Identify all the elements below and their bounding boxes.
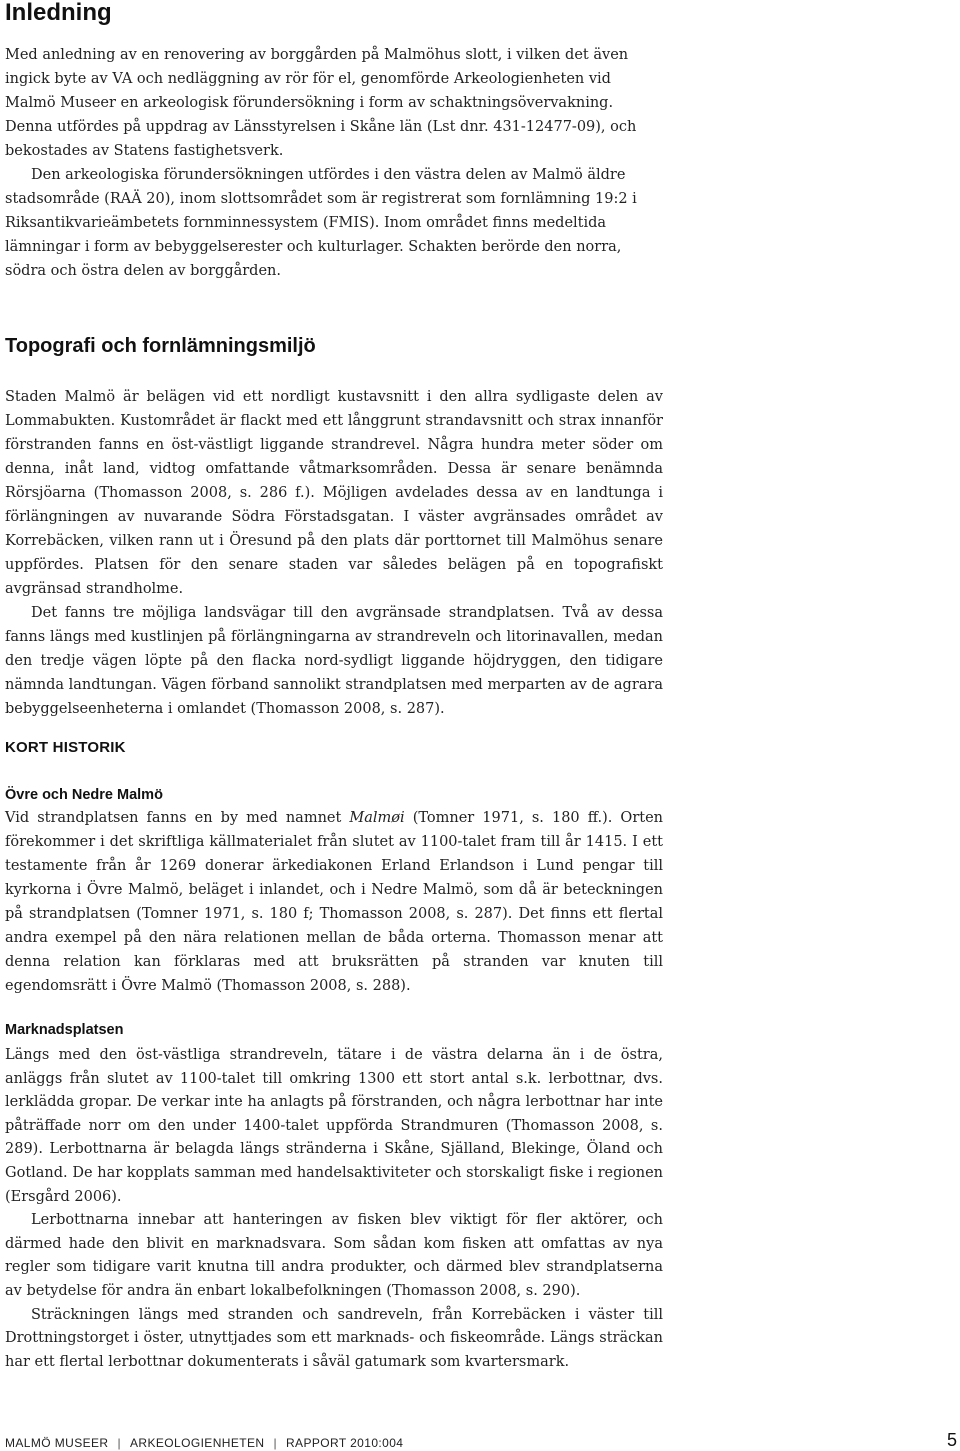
ovre-nedre-text-b: (Tomner 1971, s. 180 ff.). Orten förekommer i det skriftliga källmaterialet från slutet av 1100-talet fram till år 1415. I ett testamente från år 1269 donerar ärkediakonen Erland Erlandson i Lund pengar till kyrkorna i Övre Malmö, beläget i inlandet, och i Nedre Malmö, som då är beteckningen på strandplatsen (Tomner 1971, s. 180 f; Thomasson 2008, s. 287). Det finns ett flertal andra exempel på den nära relationen mellan de båda orterna. Thomasson menar att denna relation kan förklaras med att bruksrätten på stranden var knuten till egendomsrätt i Övre Malmö (Thomasson 2008, s. 288).	[5, 810, 663, 994]
marknadsplatsen-section	[5, 1044, 663, 1374]
footer-report: RAPPORT 2010:004	[285, 1436, 404, 1450]
section-heading-topografi: Topografi och fornlämningsmiljö	[5, 335, 316, 357]
intro-section	[5, 43, 663, 283]
ovre-nedre-paragraph-1	[5, 806, 663, 998]
topografi-paragraph-1: Staden Malmö är belägen vid ett nordligt kustavsnitt i den allra sydligaste delen av Lommabukten. Kustområdet är flackt med ett långgrunt strandavsnitt och strax innanför förstranden fanns en öst-västligt liggande strandrevel. Några hundra meter söder om denna, inåt land, vidtog omfattande våtmarksområden. Dessa är senare benämnda Rörsjöarna (Thomasson 2008, s. 286 f.). Möjligen avdelades dessa av en landtunga i förlängningen av nuvarande Södra Förstadsgatan. I väster avgränsades området av Korrebäcken, vilken rann ut i Öresund på den plats där porttornet till Malmöhus senare uppfördes. Platsen för den senare staden var således belägen på en topografiskt avgränsad strandholme.	[5, 389, 663, 597]
topografi-section	[5, 385, 663, 721]
page-title: Inledning	[5, 0, 112, 26]
footer-separator: |	[117, 1436, 122, 1450]
place-name-italic: Malmøi	[349, 810, 405, 826]
intro-paragraph-1: Med anledning av en renovering av borggården på Malmöhus slott, i vilken det även ingick byte av VA och nedläggning av rör för el, genomförde Arkeologienheten vid Malmö Museer en arkeologisk förundersökning i form av schaktningsövervakning. Denna utfördes på uppdrag av Länsstyrelsen i Skåne län (Lst dnr. 431-12477-09), och bekostades av Statens fastighetsverk.	[5, 47, 637, 159]
marknadsplatsen-paragraph-1: Längs med den öst-västliga strandreveln, tätare i de västra delarna än i de östra, anläggs från slutet av 1100-talet till omkring 1300 ett stort antal s.k. lerbottnar, dvs. lerklädda gropar. De verkar inte ha anlagts på förstranden, och några lerbottnar har inte påträffade norr om den under 1400-talet uppförda Strandmuren (Thomasson 2008, s. 289). Lerbottnarna är belagda längs stränderna i Skåne, Själland, Blekinge, Öland och Gotland. De har kopplats samman med handelsaktiviteter och storskaligt fiske i regionen (Ersgård 2006).	[5, 1047, 663, 1205]
footer-dept: ARKEOLOGIENHETEN	[130, 1436, 265, 1450]
ovre-nedre-text-a: Vid strandplatsen fanns en by med namnet	[5, 810, 350, 826]
marknadsplatsen-paragraph-3: Sträckningen längs med stranden och sandreveln, från Korrebäcken i väster till Drottningstorget i öster, utnyttjades som ett marknads- och fiskeområde. Längs sträckan har ett flertal lerbottnar dokumenterats i såväl gatumark som kvartersmark.	[5, 1306, 663, 1370]
intro-paragraph-2: Den arkeologiska förundersökningen utfördes i den västra delen av Malmö äldre stadsområde (RAÄ 20), inom slottsområdet som är registrerat som fornlämning 19:2 i Riksantikvarieämbetets fornminnessystem (FMIS). Inom området finns medeltida lämningar i form av bebyggelserester och kulturlager. Schakten berörde den norra, södra och östra delen av borggården.	[5, 167, 637, 279]
ovre-nedre-section	[5, 806, 663, 998]
footer-separator: |	[273, 1436, 277, 1450]
topografi-paragraph-2: Det fanns tre möjliga landsvägar till den avgränsade strandplatsen. Två av dessa fanns längs med kustlinjen på förlängningarna av strandreveln och litorinavallen, medan den tredje vägen löpte på den flacka nord-sydligt liggande höjdryggen, den tidigare nämnda landtungan. Vägen förband sannolikt strandplatsen med merparten av de agrara bebyggelseenheterna i omlandet (Thomasson 2008, s. 287).	[5, 605, 663, 717]
page-number: 5	[946, 1430, 957, 1450]
subheading-ovre-nedre-malmo: Övre och Nedre Malmö	[5, 787, 163, 803]
subheading-marknadsplatsen: Marknadsplatsen	[5, 1022, 124, 1038]
marknadsplatsen-paragraph-2: Lerbottnarna innebar att hanteringen av fisken blev viktigt för fler aktörer, och därmed hade den blivit en marknadsvara. Som sådan kom fisken att omfattas av nya regler som tidigare varit knutna till andra produkter, och därmed blev strandplatserna av betydelse för andra än enbart lokalbefolkningen (Thomasson 2008, s. 290).	[5, 1212, 663, 1299]
section-heading-kort-historik: KORT HISTORIK	[5, 739, 126, 756]
page-footer	[5, 1436, 403, 1450]
footer-org: MALMÖ MUSEER	[5, 1436, 109, 1450]
